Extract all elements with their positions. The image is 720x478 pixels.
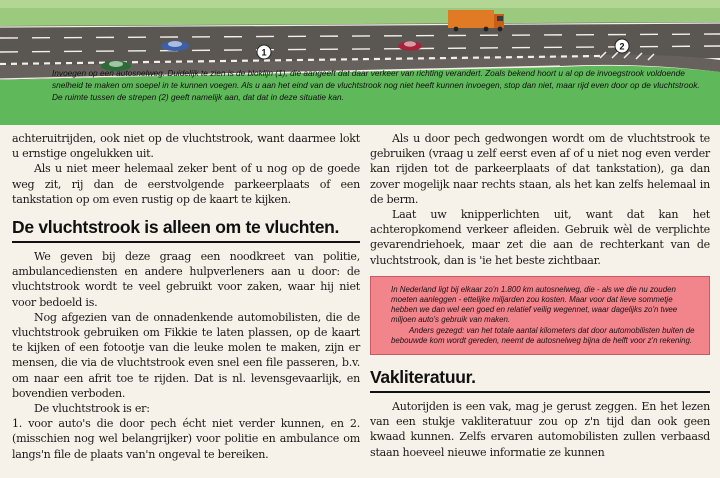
left-column	[12, 131, 360, 462]
heading-vluchtstrook: De vluchtstrook is alleen om te vluchten.	[12, 216, 360, 243]
blue-car	[161, 41, 189, 51]
left-paragraph-2: Als u niet meer helemaal zeker bent of u nog op de goede weg zit, rij dan de eerstvolgende parkeerplaats of een tankstation op om even rustig op de kaart te kijken.	[12, 162, 360, 206]
right-paragraph-3: Autorijden is een vak, mag je gerust zeggen. En het lezen van een stukje vakliteratuur zou op z'n tijd dan ook geen kwaad kunnen. Zelfs ervaren automobilisten zullen verbaasd staan hoeveel nieuwe informatie ze kunnen	[370, 400, 710, 459]
left-paragraph-6: 1. voor auto's die door pech écht niet verder kunnen, en 2. (misschien nog wel belangrijker) voor politie en ambulance om langs'n file de plaats van'n ongeval te bereiken.	[12, 417, 360, 461]
marker-1-label: 1	[261, 47, 267, 58]
illustration-caption: Invoegen op een autosnelweg. Duidelijk te zien is de bloklijn (1), die aangeeft dat daar verkeer van richting verandert. Zoals bekend hoort u al op de invoegstrook voldoende snelheid te maken om soepel in te kunnen voegen. Als u aan het eind van de vluchtstrook nog niet heeft kunnen invoegen, stop dan niet, maar rijd even door op de vluchtstrook. De ruimte tussen de strepen (2) geeft namelijk aan, dat dat in deze situatie kan.	[52, 68, 700, 102]
info-box-autosnelweg	[370, 276, 710, 355]
info-box-text-2: Anders gezegd: van het totale aantal kilometers dat door automobilisten buiten de bebouwde kom wordt gereden, neemt de autosnelweg bijna de helft voor z'n rekening.	[391, 325, 695, 345]
marker-2-label: 2	[619, 41, 625, 52]
left-paragraph-4: Nog afgezien van de onnadenkende automobilisten, die de vluchtstrook gebruiken om Fikkie te laten plassen, op de kaart te kijken of een fotootje van die leuke molen te maken, zijn er mensen, die via de vluchtstrook even snel een file passeren, b.v. om naar een afrit toe te rijden. Dat is nl. levensgevaarlijk, en bovendien verboden.	[12, 310, 360, 400]
info-box-text-1: In Nederland ligt bij elkaar zo'n 1.800 km autosnelweg, die - als we die nu zouden moeten aanleggen - ettelijke miljarden zou kosten. Maar voor dat lieve sommetje hebben we dan wel een goed en relatief veilig wegennet, waar dagelijks zo'n twee miljoen auto's gebruik van maken.	[391, 284, 678, 325]
heading-vakliteratuur: Vakliteratuur.	[370, 366, 710, 393]
right-column	[370, 131, 710, 460]
left-paragraph-1: achteruitrijden, ook niet op de vluchtstrook, want daarmee lokt u ernstige ongelukken uit.	[12, 132, 360, 161]
right-paragraph-2: Laat uw knipperlichten uit, want dat kan het achteropkomend verkeer afleiden. Gebruik wèl de verplichte gevarendriehoek, maar zet die aan de rechterkant van de vluchtstrook, dan is 'ie het beste zichtbaar.	[370, 208, 710, 267]
right-paragraph-1: Als u door pech gedwongen wordt om de vluchtstrook te gebruiken (vraag u zelf eerst even af of u niet nog even verder kan rijden tot de parkeerplaats of dat tankstation), ga dan zover mogelijk naar rechts staan, als het kan zelfs helemaal in de berm.	[370, 132, 710, 206]
left-paragraph-5: De vluchtstrook is er:	[34, 402, 150, 416]
left-paragraph-3: We geven bij deze graag een noodkreet van politie, ambulancediensten en andere hulpverleners aan u door: de vluchtstrook wordt te veel gebruikt voor zaken, waar hij niet voor bedoeld is.	[12, 250, 360, 309]
motorway-illustration	[0, 0, 720, 125]
